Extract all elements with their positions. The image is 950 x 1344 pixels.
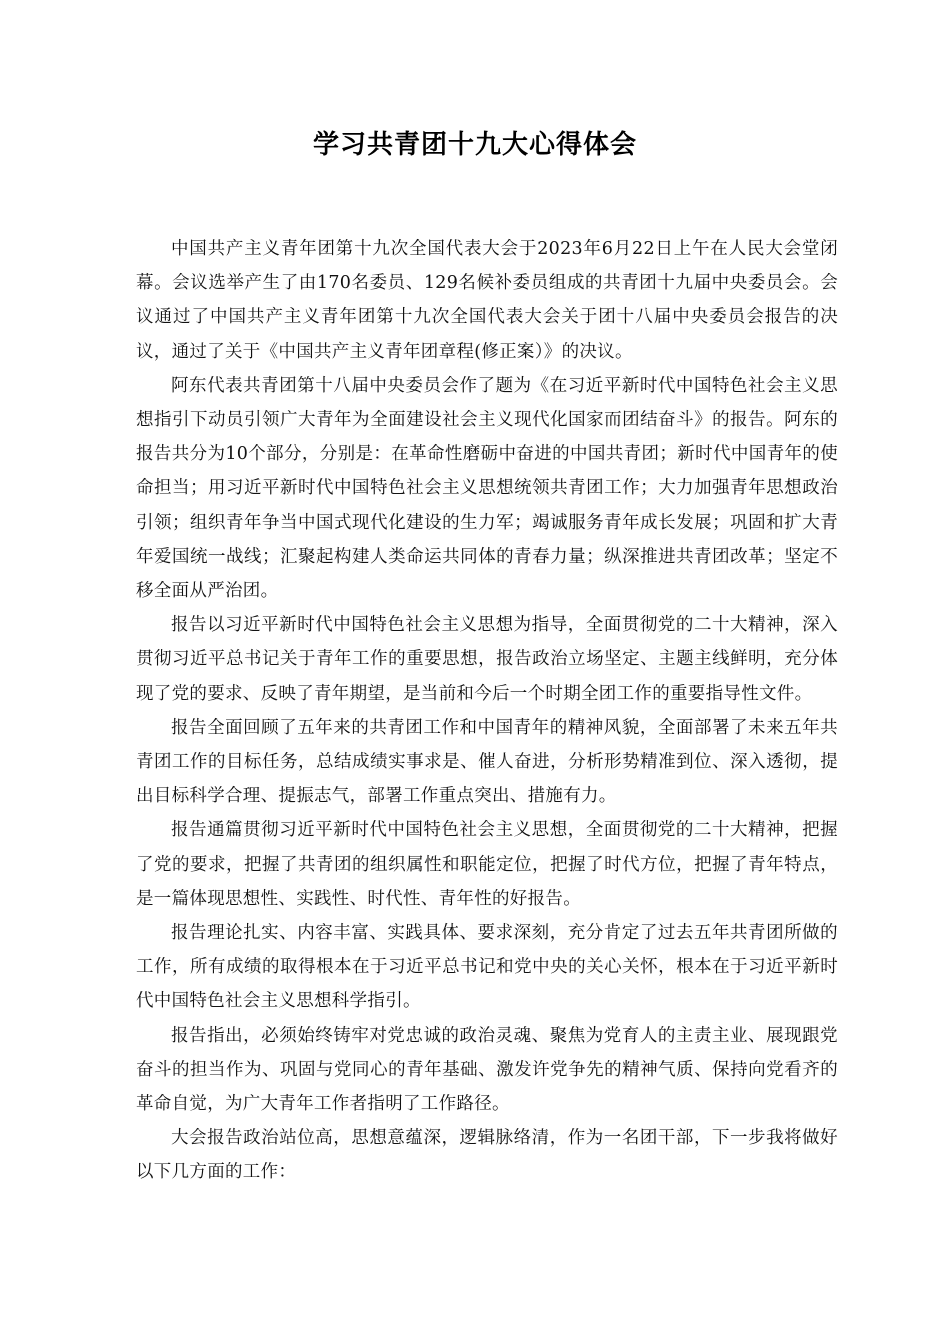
- paragraph-report-review: 报告全面回顾了五年来的共青团工作和中国青年的精神风貌，全面部署了未来五年共青团工作的目标任务，总结成绩实事求是、催人奋进，分析形势精准到位、深入透彻，提出目标科学合理、提振志气，部署工作重点突出、措施有力。: [136, 717, 838, 807]
- paragraph-report-guidance: 报告以习近平新时代中国特色社会主义思想为指导，全面贯彻党的二十大精神，深入贯彻习近平总书记关于青年工作的重要思想，报告政治立场坚定、主题主线鲜明，充分体现了党的要求、反映了青年期望，是当前和今后一个时期全团工作的重要指导性文件。: [136, 615, 838, 704]
- paragraph-closing-session: 中国共产主义青年团第十九次全国代表大会于2023年6月22日上午在人民大会堂闭幕。会议选举产生了由170名委员、129名候补委员组成的共青团十九届中央委员会。会议通过了中国共产主义青年团第十九次全国代表大会关于团十八届中央委员会报告的决议，通过了关于《中国共产主义青年团章程(修正案）》的决议。: [136, 239, 838, 362]
- document-body: [136, 232, 838, 1190]
- paragraph-report-requirements: 报告指出，必须始终铸牢对党忠诚的政治灵魂、聚焦为党育人的主责主业、展现跟党奋斗的担当作为、巩固与党同心的青年基础、激发许党争先的精神气质、保持向党看齐的革命自觉，为广大青年工作者指明了工作路径。: [136, 1025, 838, 1115]
- paragraph-next-steps: 大会报告政治站位高，思想意蕴深，逻辑脉络清，作为一名团干部，下一步我将做好以下几方面的工作：: [136, 1128, 838, 1183]
- paragraph-report-theory: 报告理论扎实、内容丰富、实践具体、要求深刻，充分肯定了过去五年共青团所做的工作，所有成绩的取得根本在于习近平总书记和党中央的关心关怀，根本在于习近平新时代中国特色社会主义思想科学指引。: [136, 923, 838, 1012]
- document-title: 学习共青团十九大心得体会: [312, 130, 637, 160]
- paragraph-report-outline: 阿东代表共青团第十八届中央委员会作了题为《在习近平新时代中国特色社会主义思想指引下动员引领广大青年为全面建设社会主义现代化国家而团结奋斗》的报告。阿东的报告共分为10个部分，分别是：在革命性磨砺中奋进的中国共青团；新时代中国青年的使命担当；用习近平新时代中国特色社会主义思想统领共青团工作；大力加强青年思想政治引领；组织青年争当中国式现代化建设的生力军；竭诚服务青年成长发展；巩固和扩大青年爱国统一战线；汇聚起构建人类命运共同体的青春力量；纵深推进共青团改革；坚定不移全面从严治团。: [136, 375, 838, 602]
- paragraph-report-thought: 报告通篇贯彻习近平新时代中国特色社会主义思想，全面贯彻党的二十大精神，把握了党的要求，把握了共青团的组织属性和职能定位，把握了时代方位，把握了青年特点，是一篇体现思想性、实践性、时代性、青年性的好报告。: [136, 820, 838, 909]
